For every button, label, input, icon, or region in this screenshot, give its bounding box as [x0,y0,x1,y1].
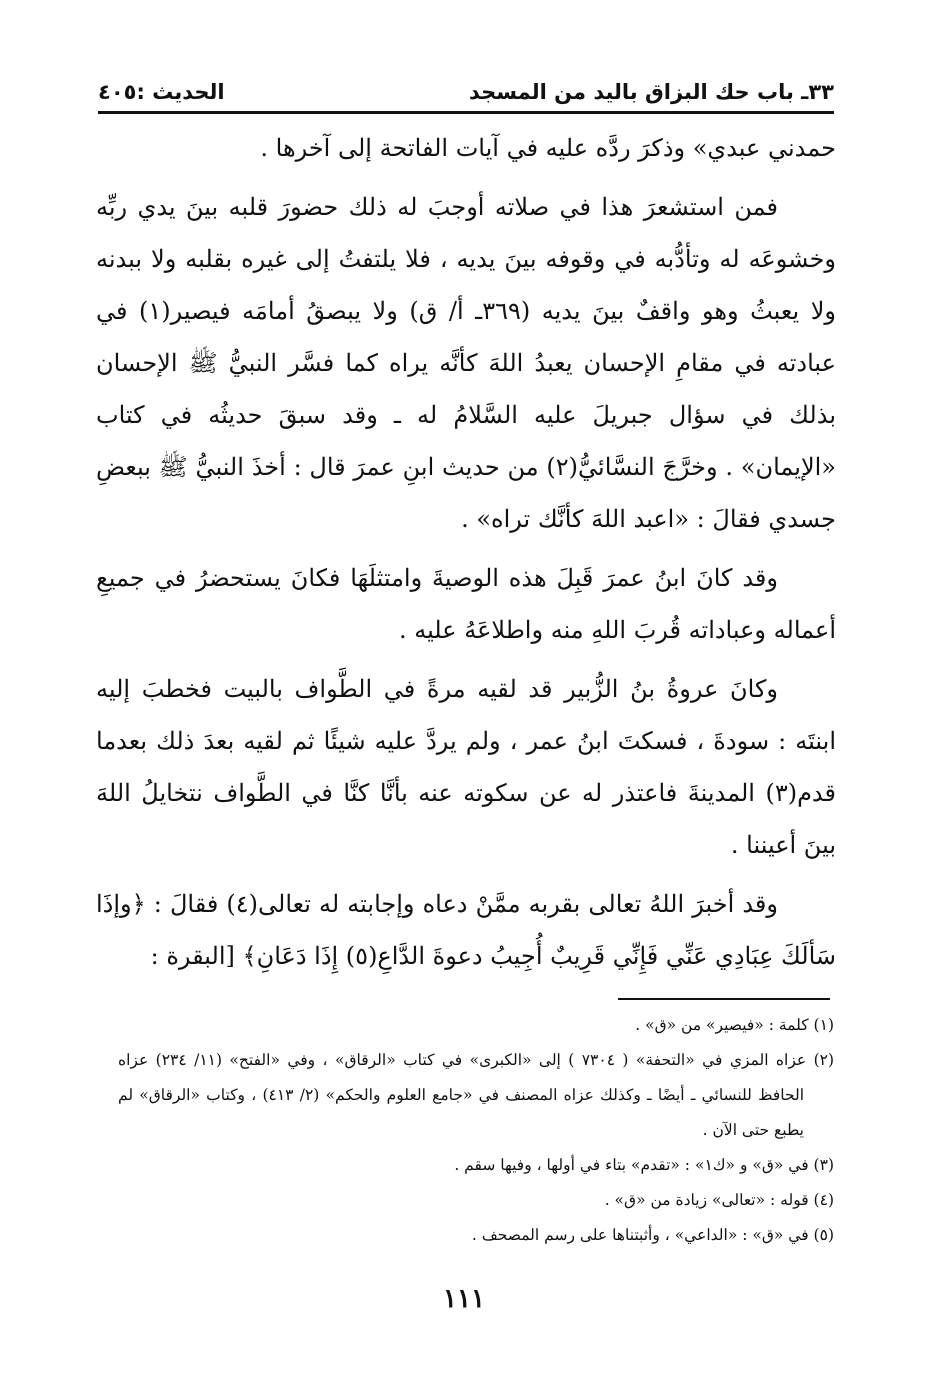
footnote: (٣) في «ق» و «ك١» : «تقدم» بتاء في أولها ، وفيها سقم . [454,1156,834,1174]
paragraph: وقد كانَ ابنُ عمرَ قَبِلَ هذه الوصيةَ وامتثلَهَا فكانَ يستحضرُ في جميعِ أعماله وعباداته قُربَ اللهِ منه واطلاعَهُ عليه . [96,564,836,644]
footnote: (٢) عزاه المزي في «التحفة» ( ٧٣٠٤ ) إلى «الكبرى» في كتاب «الرقاق» ، وفي «الفتح» (١١/ ٢٣٤) عزاه الحافظ للنسائي ـ أيضًا ـ وكذلك عزاه المصنف في «جامع العلوم والحكم» (٢/ ٤١٣) ، وكتاب «الرقاق» لم يطبع حتى الآن . [118,1051,835,1139]
footnote: (٥) في «ق» : «الداعي» ، وأثبتناها على رسم المصحف . [471,1226,834,1244]
footnote: (١) كلمة : «فيصير» من «ق» . [635,1016,834,1034]
header-rule [98,111,834,114]
footnote-separator [618,998,830,1000]
paragraph: حمدني عبدي» وذكرَ ردَّه عليه في آيات الفاتحة إلى آخرها . [260,134,836,162]
footnotes [118,1008,834,1253]
paragraph: فمن استشعرَ هذا في صلاته أوجبَ له ذلك حضورَ قلبه بينَ يدي ربِّه وخشوعَه له وتأدُّبه في وقوفه بينَ يديه ، فلا يلتفتُ إلى غيره بقلبه ولا ببدنه ولا يعبثُ وهو واقفٌ بينَ يديه (٣٦٩ـ أ/ ق) ولا يبصقُ أمامَه فيصير(١) في عبادته في مقامِ الإحسان يعبدُ اللهَ كأنَّه يراه كما فسَّر النبيُّ ﷺ الإحسان بذلك في سؤال جبريلَ عليه السَّلامُ له ـ وقد سبقَ حديثُه في كتاب «الإيمان» . وخرَّجَ النسَّائيُّ(٢) من حديث ابنِ عمرَ قال : أخذَ النبيُّ ﷺ ببعضِ جسدي فقالَ : «اعبد اللهَ كأنَّك تراه» . [96,193,836,533]
running-header [98,64,834,104]
footnote: (٤) قوله : «تعالى» زيادة من «ق» . [604,1191,834,1209]
page-number: ١١١ [443,1284,485,1314]
main-text [96,122,836,989]
chapter-title: ٣٣ـ باب حك البزاق باليد من المسجد [469,80,834,104]
paragraph: وقد أخبرَ اللهُ تعالى بقربه ممَّنْ دعاه وإجابته له تعالى(٤) فقالَ : ﴿وإذَا سَألَكَ عِبَادِي عَنِّي فَإِنِّي قَرِيبٌ أُجِيبُ دعوةَ الدَّاعِ(٥) إِذَا دَعَانِ﴾ [البقرة : [96,890,836,970]
hadith-reference: الحديث :٤٠٥ [98,80,225,104]
paragraph: وكانَ عروةُ بنُ الزُّبير قد لقيه مرةً في الطَّواف بالبيت فخطبَ إليه ابنتَه : سودةَ ، فسكتَ ابنُ عمر ، ولم يردَّ عليه شيئًا ثم لقيه بعدَ ذلك بعدما قدم(٣) المدينةَ فاعتذر له عن سكوته عنه بأنَّا كنَّا في الطَّواف نتخايلُ اللهَ بينَ أعيننا . [96,675,836,859]
